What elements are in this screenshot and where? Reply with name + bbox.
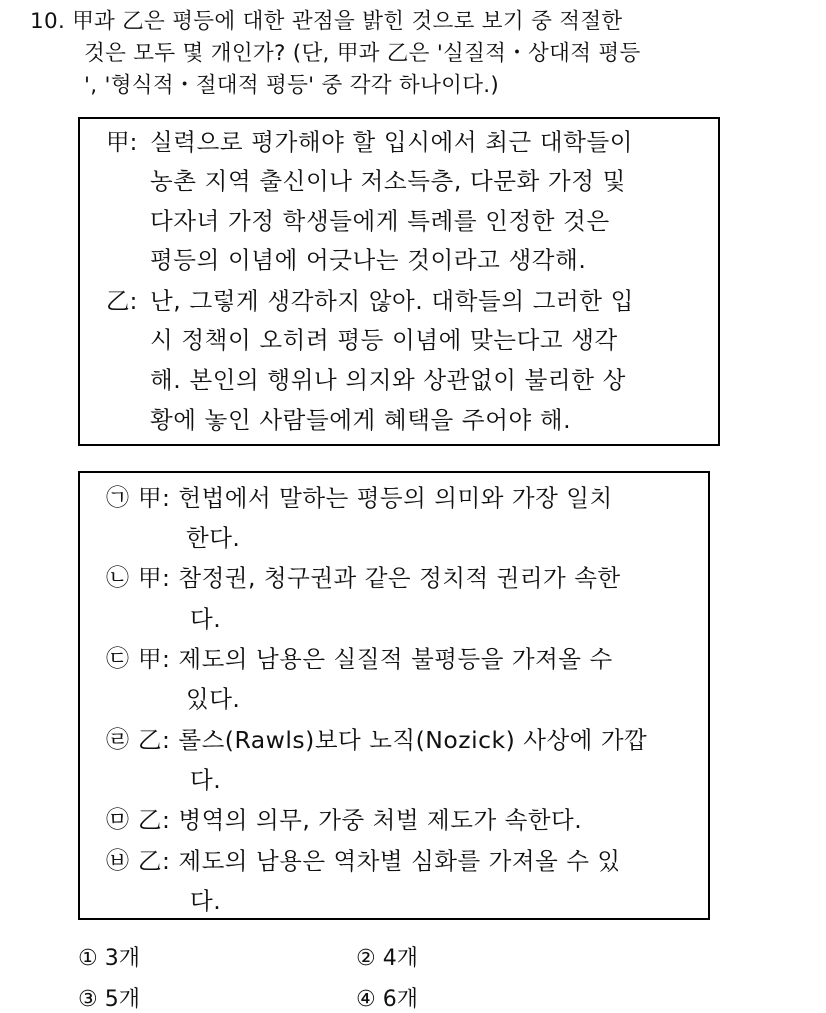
question-line-3: ', '형식적・절대적 평등' 중 각각 하나이다.) — [84, 73, 500, 98]
option-marker: ㉢ — [106, 646, 129, 672]
speaker-b-line: 황에 놓인 사람들에게 혜택을 주어야 해. — [150, 406, 572, 434]
option-marker: ㉤ — [106, 807, 129, 833]
option-line: 乙: 제도의 남용은 역차별 심화를 가져올 수 있 — [138, 847, 621, 875]
speaker-b-line: 시 정책이 오히려 평등 이념에 맞는다고 생각 — [150, 326, 618, 354]
option-marker: ㉡ — [106, 565, 129, 591]
answer-choice-1[interactable]: ① 3개 — [78, 946, 140, 971]
speaker-a-line: 평등의 이념에 어긋나는 것이라고 생각해. — [150, 246, 587, 274]
option-line: 다. — [190, 605, 222, 633]
option-marker: ㉠ — [106, 485, 129, 511]
option-line: 乙: 병역의 의무, 가중 처벌 제도가 속한다. — [138, 806, 583, 834]
option-line: 甲: 헌법에서 말하는 평등의 의미와 가장 일치 — [138, 484, 613, 512]
option-line: 甲: 제도의 남용은 실질적 불평등을 가져올 수 — [138, 645, 613, 673]
speaker-b-line: 난, 그렇게 생각하지 않아. 대학들의 그러한 입 — [150, 287, 634, 315]
answer-choice-3[interactable]: ③ 5개 — [78, 987, 140, 1012]
option-line: 다. — [190, 887, 222, 915]
question-stem — [30, 6, 810, 102]
option-line: 한다. — [186, 524, 241, 552]
option-marker: ㉣ — [106, 727, 129, 753]
option-line: 乙: 롤스(Rawls)보다 노직(Nozick) 사상에 가깝 — [138, 726, 648, 754]
answer-choice-4[interactable]: ④ 6개 — [356, 987, 418, 1012]
option-line: 다. — [190, 766, 222, 794]
speaker-b-label: 乙: — [106, 287, 138, 315]
speaker-b-line: 해. 본인의 행위나 의지와 상관없이 불리한 상 — [150, 366, 626, 394]
speaker-a-line: 농촌 지역 출신이나 저소득층, 다문화 가정 및 — [150, 167, 626, 195]
option-marker: ㉥ — [106, 848, 129, 874]
question-line-2: 것은 모두 몇 개인가? (단, 甲과 乙은 '실질적・상대적 평등 — [84, 41, 641, 66]
speaker-a-label: 甲: — [106, 128, 138, 156]
question-line-1: 10. 甲과 乙은 평등에 대한 관점을 밝힌 것으로 보기 중 적절한 — [30, 9, 623, 34]
option-line: 甲: 참정권, 청구권과 같은 정치적 권리가 속한 — [138, 564, 621, 592]
statement-box — [78, 117, 720, 446]
options-box — [78, 471, 710, 920]
option-line: 있다. — [186, 685, 241, 713]
speaker-a-line: 실력으로 평가해야 할 입시에서 최근 대학들이 — [150, 128, 634, 156]
speaker-a-line: 다자녀 가정 학생들에게 특례를 인정한 것은 — [150, 207, 610, 235]
answer-choice-2[interactable]: ② 4개 — [356, 946, 418, 971]
